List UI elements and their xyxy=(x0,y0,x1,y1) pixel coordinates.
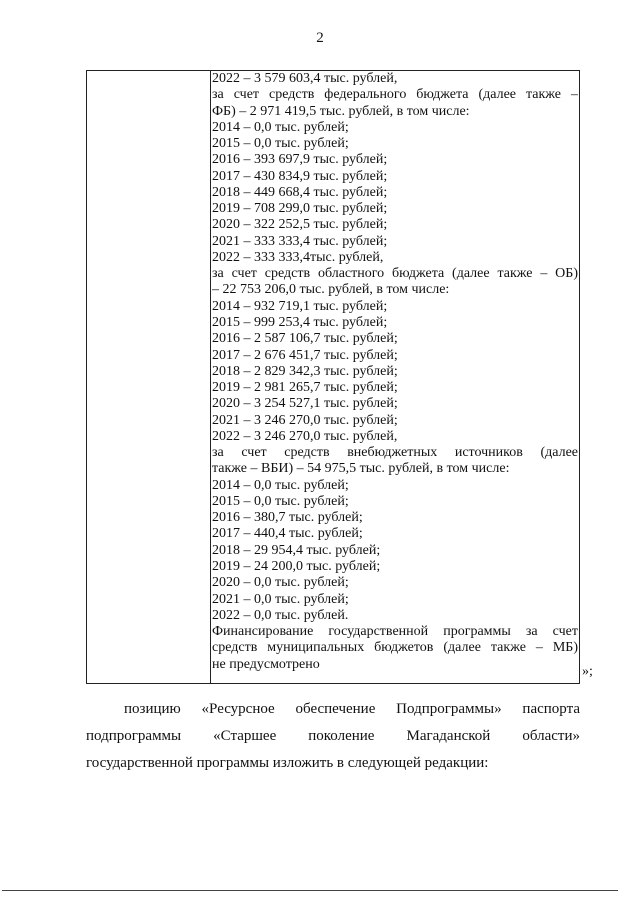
table-line: за счет средств областного бюджета (далее также – ОБ) xyxy=(212,266,578,282)
table-content-cell xyxy=(212,71,578,673)
table-line: не предусмотрено xyxy=(212,656,320,672)
table-line: 2022 – 333 333,4тыс. рублей, xyxy=(212,249,384,265)
table-line: за счет средств внебюджетных источников (далее xyxy=(212,445,578,461)
table-line: 2015 – 999 253,4 тыс. рублей; xyxy=(212,314,388,330)
table-line: 2021 – 333 333,4 тыс. рублей; xyxy=(212,233,388,249)
table-line: 2019 – 708 299,0 тыс. рублей; xyxy=(212,201,388,217)
table-line: 2022 – 3 246 270,0 тыс. рублей, xyxy=(212,428,398,444)
table-line: 2014 – 932 719,1 тыс. рублей; xyxy=(212,298,388,314)
table-column-divider xyxy=(210,70,211,684)
table-line: 2016 – 393 697,9 тыс. рублей; xyxy=(212,152,388,168)
table-line: 2019 – 2 981 265,7 тыс. рублей; xyxy=(212,380,398,396)
table-line: 2016 – 380,7 тыс. рублей; xyxy=(212,510,363,526)
table-line: 2018 – 2 829 342,3 тыс. рублей; xyxy=(212,363,398,379)
table-line: 2021 – 0,0 тыс. рублей; xyxy=(212,591,349,607)
instruction-paragraph-line-1: позицию «Ресурсное обеспечение Подпрограммы» паспорта xyxy=(124,701,580,717)
table-line: 2015 – 0,0 тыс. рублей; xyxy=(212,136,349,152)
footer-rule xyxy=(2,890,618,891)
table-line: также – ВБИ) – 54 975,5 тыс. рублей, в том числе: xyxy=(212,461,510,477)
instruction-paragraph-line-3: государственной программы изложить в следующей редакции: xyxy=(86,755,489,771)
table-line: – 22 753 206,0 тыс. рублей, в том числе: xyxy=(212,282,450,298)
table-line: 2014 – 0,0 тыс. рублей; xyxy=(212,119,349,135)
table-line: 2017 – 430 834,9 тыс. рублей; xyxy=(212,168,388,184)
table-line: 2020 – 322 252,5 тыс. рублей; xyxy=(212,217,388,233)
table-line: 2020 – 0,0 тыс. рублей; xyxy=(212,575,349,591)
table-line: 2014 – 0,0 тыс. рублей; xyxy=(212,477,349,493)
table-line: 2022 – 3 579 603,4 тыс. рублей, xyxy=(212,71,398,86)
table-line: Финансирование государственной программы за счет xyxy=(212,624,578,640)
table-line: 2018 – 29 954,4 тыс. рублей; xyxy=(212,542,381,558)
table-line: 2021 – 3 246 270,0 тыс. рублей; xyxy=(212,412,398,428)
table-line: за счет средств федерального бюджета (далее также – xyxy=(212,87,578,103)
closing-quote-mark: »; xyxy=(582,664,593,679)
instruction-paragraph-line-2: подпрограммы «Старшее поколение Магаданской области» xyxy=(86,728,580,744)
table-line: 2019 – 24 200,0 тыс. рублей; xyxy=(212,558,381,574)
table-line: 2015 – 0,0 тыс. рублей; xyxy=(212,493,349,509)
table-line: ФБ) – 2 971 419,5 тыс. рублей, в том числе: xyxy=(212,103,470,119)
table-line: 2017 – 2 676 451,7 тыс. рублей; xyxy=(212,347,398,363)
table-line: 2016 – 2 587 106,7 тыс. рублей; xyxy=(212,331,398,347)
page-number: 2 xyxy=(316,30,324,46)
table-line: 2022 – 0,0 тыс. рублей. xyxy=(212,607,349,623)
table-line: 2018 – 449 668,4 тыс. рублей; xyxy=(212,184,388,200)
table-line: 2020 – 3 254 527,1 тыс. рублей; xyxy=(212,396,398,412)
table-line: средств муниципальных бюджетов (далее также – МБ) xyxy=(212,640,578,656)
table-line: 2017 – 440,4 тыс. рублей; xyxy=(212,526,363,542)
